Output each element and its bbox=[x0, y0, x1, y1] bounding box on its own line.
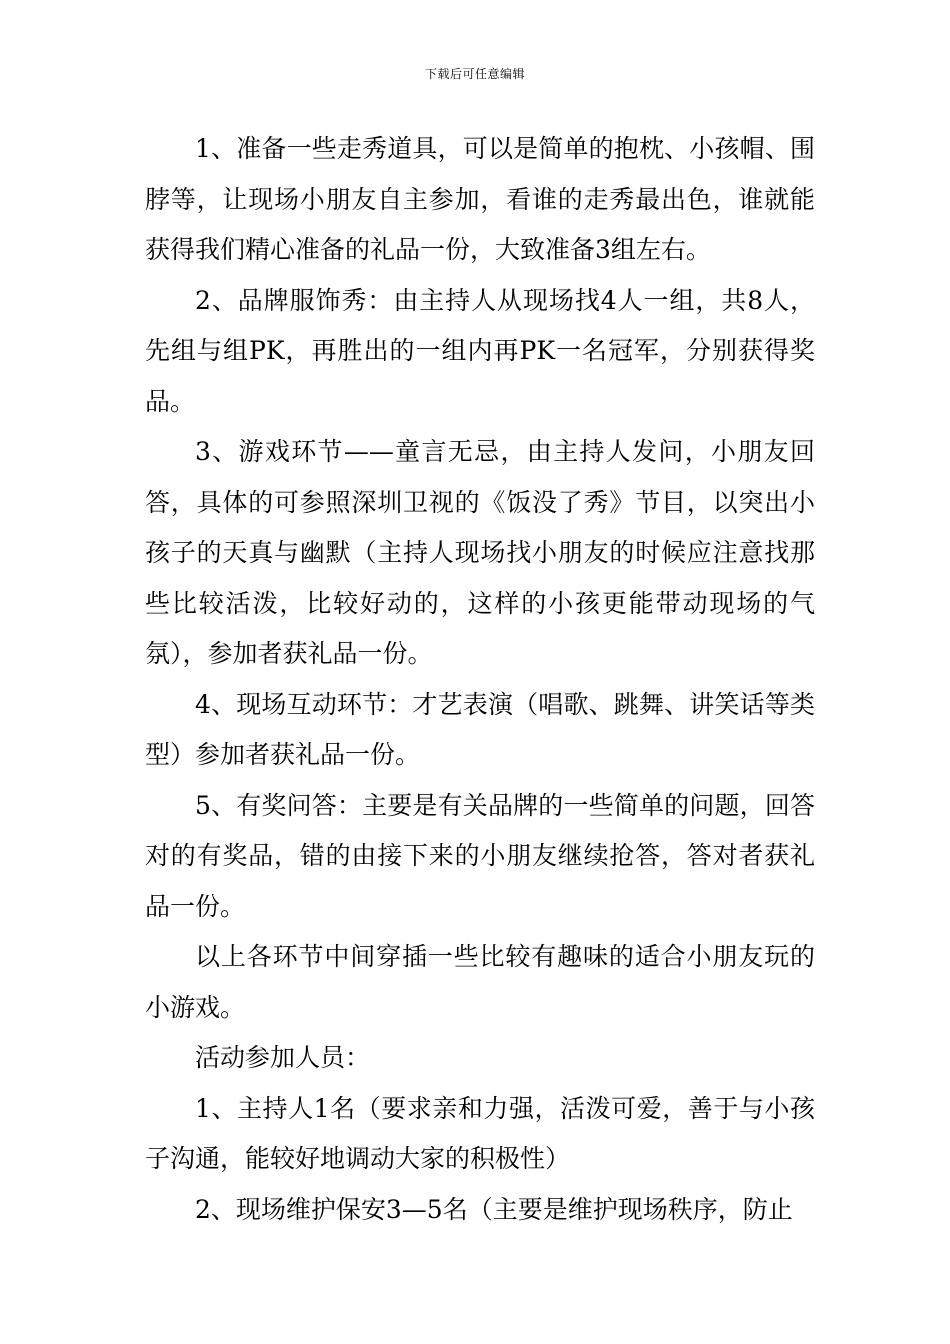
paragraph-item-3-game: 3、游戏环节——童言无忌，由主持人发问，小朋友回答，具体的可参照深圳卫视的《饭没了秀》节目，以突出小孩子的天真与幽默（主持人现场找小朋友的时候应注意找那些比较活泼，比较好动的，这样的小孩更能带动现场的气氛），参加者获礼品一份。 bbox=[145, 437, 815, 668]
paragraph-item-4-interaction: 4、现场互动环节：才艺表演（唱歌、跳舞、讲笑话等类型）参加者获礼品一份。 bbox=[145, 689, 815, 769]
document-body bbox=[145, 124, 815, 1235]
paragraph-participant-security: 2、现场维护保安3—5名（主要是维护现场秩序，防止 bbox=[195, 1194, 793, 1224]
paragraph-item-1-props-show: 1、准备一些走秀道具，可以是简单的抱枕、小孩帽、围脖等，让现场小朋友自主参加，看谁的走秀最出色，谁就能获得我们精心准备的礼品一份，大致准备3组左右。 bbox=[145, 134, 815, 264]
paragraph-participant-host: 1、主持人1名（要求亲和力强，活泼可爱，善于与小孩子沟通，能较好地调动大家的积极性） bbox=[145, 1093, 815, 1173]
paragraph-mini-games: 以上各环节中间穿插一些比较有趣味的适合小朋友玩的小游戏。 bbox=[145, 942, 815, 1022]
paragraph-participants-heading: 活动参加人员： bbox=[195, 1043, 371, 1072]
paragraph-item-5-quiz: 5、有奖问答：主要是有关品牌的一些简单的问题，回答对的有奖品，错的由接下来的小朋友继续抢答，答对者获礼品一份。 bbox=[145, 790, 815, 921]
page-header: 下载后可任意编辑 bbox=[424, 67, 525, 81]
paragraph-item-2-brand-show: 2、品牌服饰秀：由主持人从现场找4人一组，共8人，先组与组PK，再胜出的一组内再PK一名冠军，分别获得奖品。 bbox=[145, 285, 815, 416]
